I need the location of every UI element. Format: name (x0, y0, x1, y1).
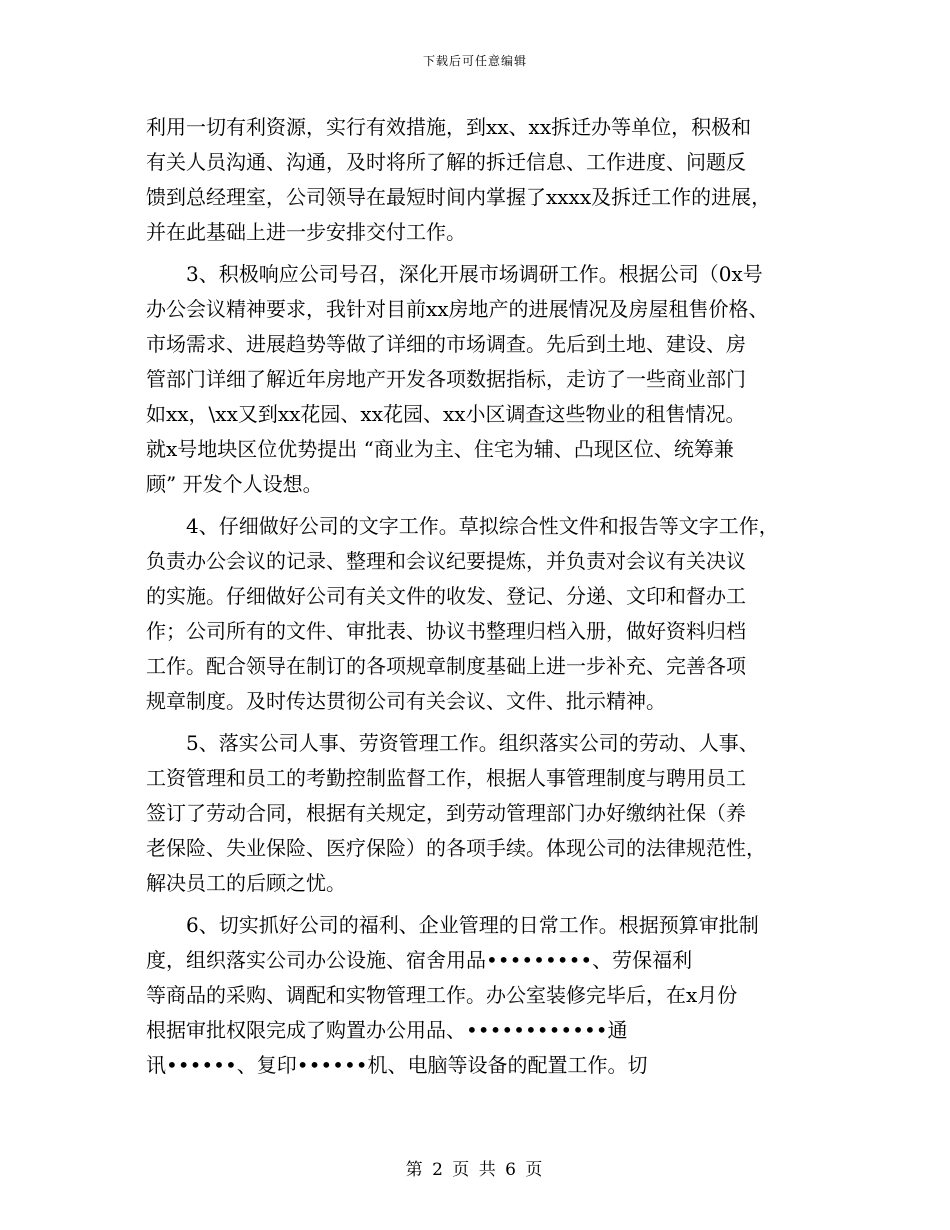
paragraph-3-start: 3、积极响应公司号召，深化开展市场调研工作。根据公司（0x号 (186, 262, 763, 286)
body-line: 有关人员沟通、沟通，及时将所了解的拆迁信息、工作进度、问题反 (146, 150, 746, 174)
paragraph-5-start: 5、落实公司人事、劳资管理工作。组织落实公司的劳动、人事、 (186, 731, 759, 755)
body-line: 市场需求、进展趋势等做了详细的市场调查。先后到土地、建设、房 (146, 332, 746, 356)
body-line: 工作。配合领导在制订的各项规章制度基础上进一步补充、完善各项 (146, 654, 746, 678)
body-line: 并在此基础上进一步安排交付工作。 (146, 220, 466, 244)
body-line: 讯••••••、复印••••••机、电脑等设备的配置工作。切 (146, 1053, 648, 1077)
body-line: 馈到总经理室，公司领导在最短时间内掌握了xxxx及拆迁工作的进展， (146, 185, 772, 209)
body-line: 签订了劳动合同，根据有关规定，到劳动管理部门办好缴纳社保（养 (146, 801, 746, 825)
paragraph-6-start: 6、切实抓好公司的福利、企业管理的日常工作。根据预算审批制 (186, 913, 759, 937)
body-line: 度，组织落实公司办公设施、宿舍用品•••••••••、劳保福利 (146, 948, 693, 972)
body-line: 顾” 开发个人设想。 (146, 472, 323, 496)
body-line: 规章制度。及时传达贯彻公司有关会议、文件、批示精神。 (146, 689, 666, 713)
paragraph-4-start: 4、仔细做好公司的文字工作。草拟综合性文件和报告等文字工作， (186, 514, 779, 538)
body-line: 根据审批权限完成了购置办公用品、••••••••••••通 (146, 1018, 628, 1042)
body-line: 利用一切有利资源，实行有效措施，到xx、xx拆迁办等单位，积极和 (146, 115, 752, 139)
body-line: 就x号地块区位优势提出 “商业为主、住宅为辅、凸现区位、统筹兼 (146, 437, 734, 461)
document-body (146, 110, 826, 1083)
body-line: 如xx，\xx又到xx花园、xx花园、xx小区调查这些物业的租售情况。 (146, 402, 746, 426)
body-line: 办公会议精神要求，我针对目前xx房地产的进展情况及房屋租售价格、 (146, 297, 769, 321)
body-line: 等商品的采购、调配和实物管理工作。办公室装修完毕后，在x月份 (146, 983, 738, 1007)
page-header: 下载后可任意编辑 (422, 54, 527, 68)
body-line: 解决员工的后顾之忧。 (146, 871, 346, 895)
body-line: 作；公司所有的文件、审批表、协议书整理归档入册，做好资料归档 (146, 619, 746, 643)
body-line: 负责办公会议的记录、整理和会议纪要提炼，并负责对会议有关决议 (146, 549, 746, 573)
body-line: 的实施。仔细做好公司有关文件的收发、登记、分递、文印和督办工 (146, 584, 746, 608)
body-line: 管部门详细了解近年房地产开发各项数据指标，走访了一些商业部门 (146, 367, 746, 391)
page-number: 第 2 页 共 6 页 (405, 1160, 545, 1180)
body-line: 老保险、失业保险、医疗保险）的各项手续。体现公司的法律规范性， (146, 836, 766, 860)
body-line: 工资管理和员工的考勤控制监督工作，根据人事管理制度与聘用员工 (146, 766, 746, 790)
